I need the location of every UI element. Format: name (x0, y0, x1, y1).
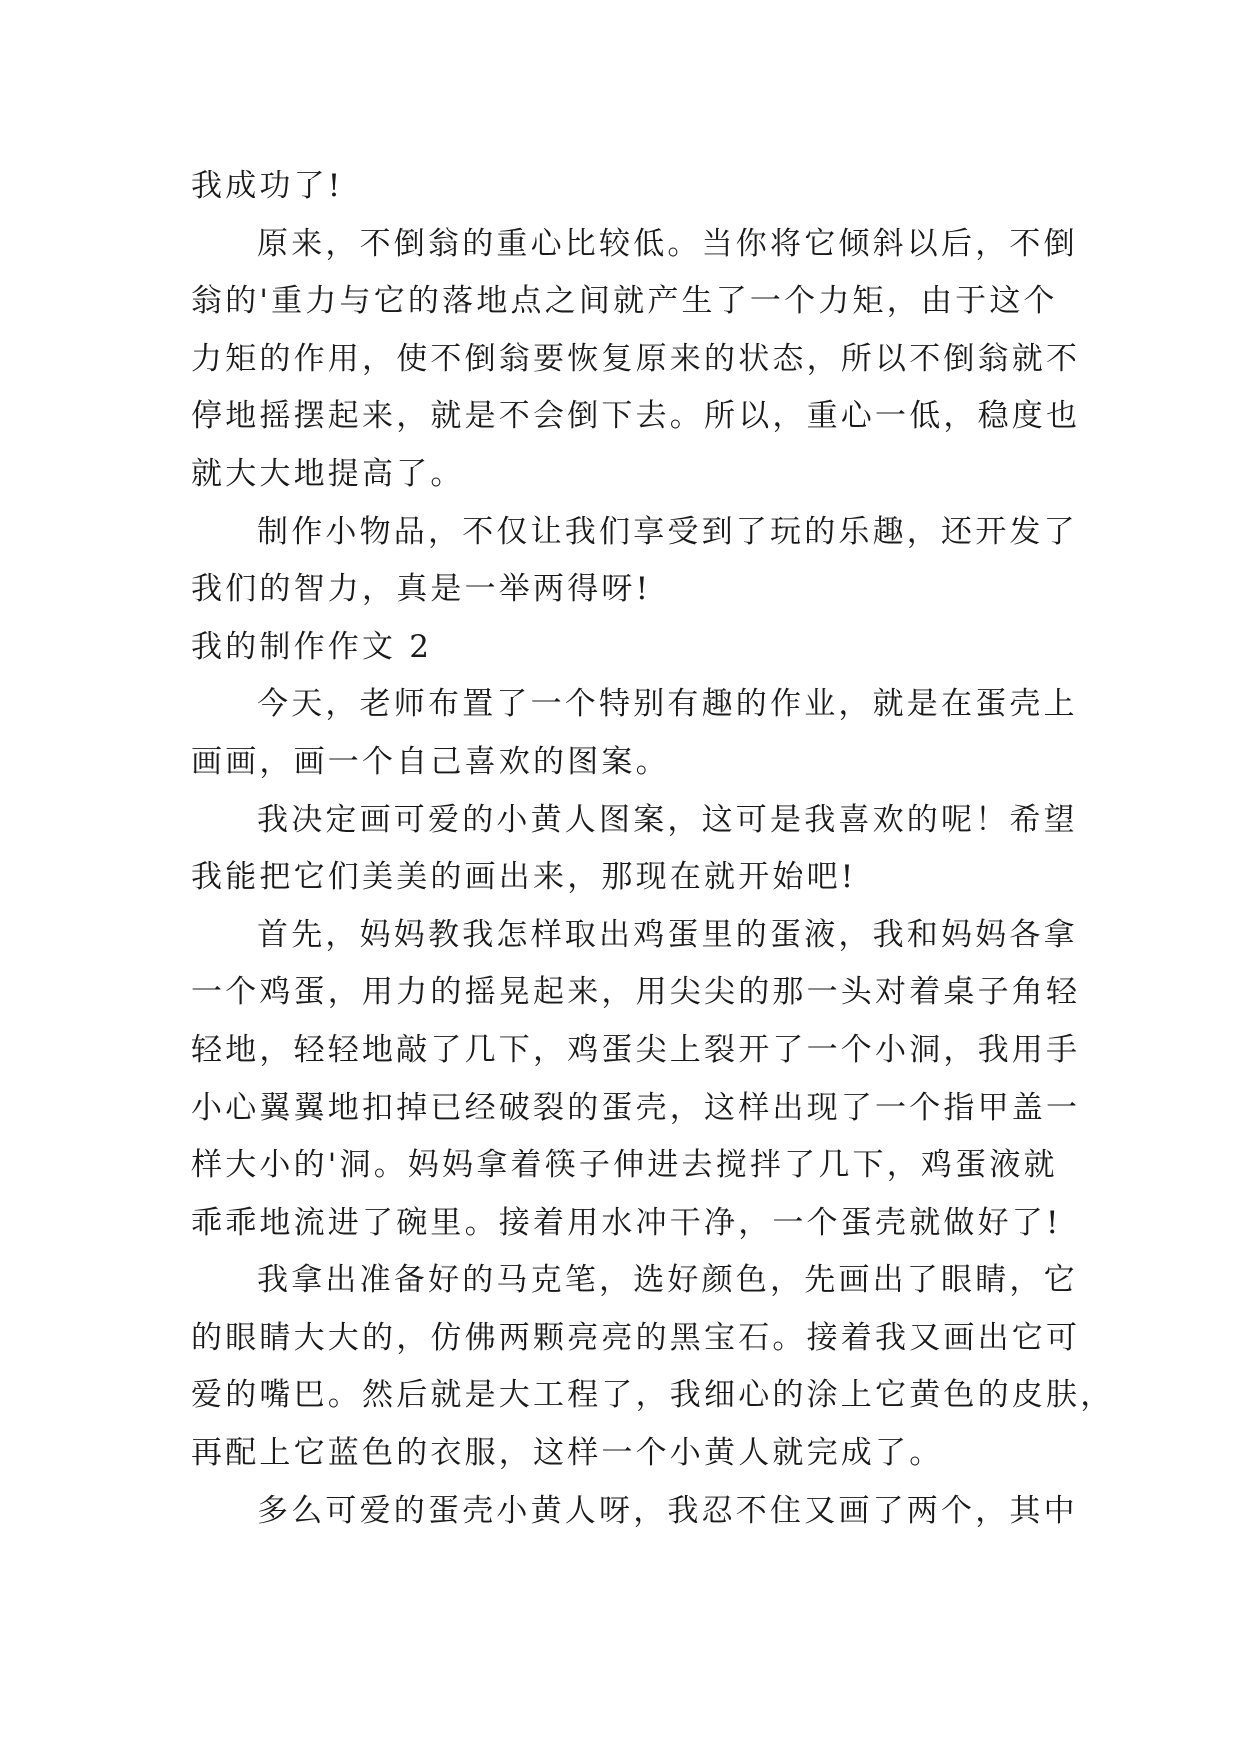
text-line: 样大小的'洞。妈妈拿着筷子伸进去搅拌了几下，鸡蛋液就 (191, 1147, 1058, 1184)
paragraph-first-line: 首先，妈妈教我怎样取出鸡蛋里的蛋液，我和妈妈各拿 (257, 916, 1078, 953)
text-line: 一个鸡蛋，用力的摇晃起来，用尖尖的那一头对着桌子角轻 (191, 974, 1081, 1011)
text-line: 我能把它们美美的画出来，那现在就开始吧! (191, 859, 857, 896)
text-line: 我成功了! (191, 168, 344, 204)
text-line: 轻地，轻轻地敲了几下，鸡蛋尖上裂开了一个小洞，我用手 (191, 1031, 1081, 1068)
document-body (191, 158, 1115, 1540)
paragraph-first-line: 我决定画可爱的小黄人图案，这可是我喜欢的呢！希望 (257, 801, 1078, 838)
paragraph-first-line: 原来，不倒翁的重心比较低。当你将它倾斜以后，不倒 (257, 225, 1078, 262)
text-line: 画画，画一个自己喜欢的图案。 (191, 743, 670, 780)
text-line: 就大大地提高了。 (191, 455, 465, 492)
text-line: 翁的'重力与它的落地点之间就产生了一个力矩，由于这个 (191, 283, 1058, 320)
text-line: 乖乖地流进了碗里。接着用水冲干净，一个蛋壳就做好了! (191, 1204, 1062, 1241)
paragraph-first-line: 制作小物品，不仅让我们享受到了玩的乐趣，还开发了 (257, 513, 1078, 550)
text-line: 的眼睛大大的，仿佛两颗亮亮的黑宝石。接着我又画出它可 (191, 1319, 1081, 1356)
text-line: 我们的智力，真是一举两得呀! (191, 571, 652, 608)
text-line: 停地摇摆起来，就是不会倒下去。所以，重心一低，稳度也 (191, 398, 1081, 435)
paragraph-first-line: 多么可爱的蛋壳小黄人呀，我忍不住又画了两个，其中 (257, 1492, 1078, 1529)
text-line: 力矩的作用，使不倒翁要恢复原来的状态，所以不倒翁就不 (191, 340, 1081, 377)
paragraph-first-line: 我拿出准备好的马克笔，选好颜色，先画出了眼睛，它 (257, 1262, 1078, 1299)
text-line: 小心翼翼地扣掉已经破裂的蛋壳，这样出现了一个指甲盖一 (191, 1089, 1081, 1126)
paragraph-first-line: 今天，老师布置了一个特别有趣的作业，就是在蛋壳上 (257, 686, 1078, 723)
text-line: 我的制作作文 2 (191, 628, 433, 665)
text-line: 再配上它蓝色的衣服，这样一个小黄人就完成了。 (191, 1435, 944, 1472)
text-line: 爱的嘴巴。然后就是大工程了，我细心的涂上它黄色的皮肤， (191, 1377, 1115, 1414)
